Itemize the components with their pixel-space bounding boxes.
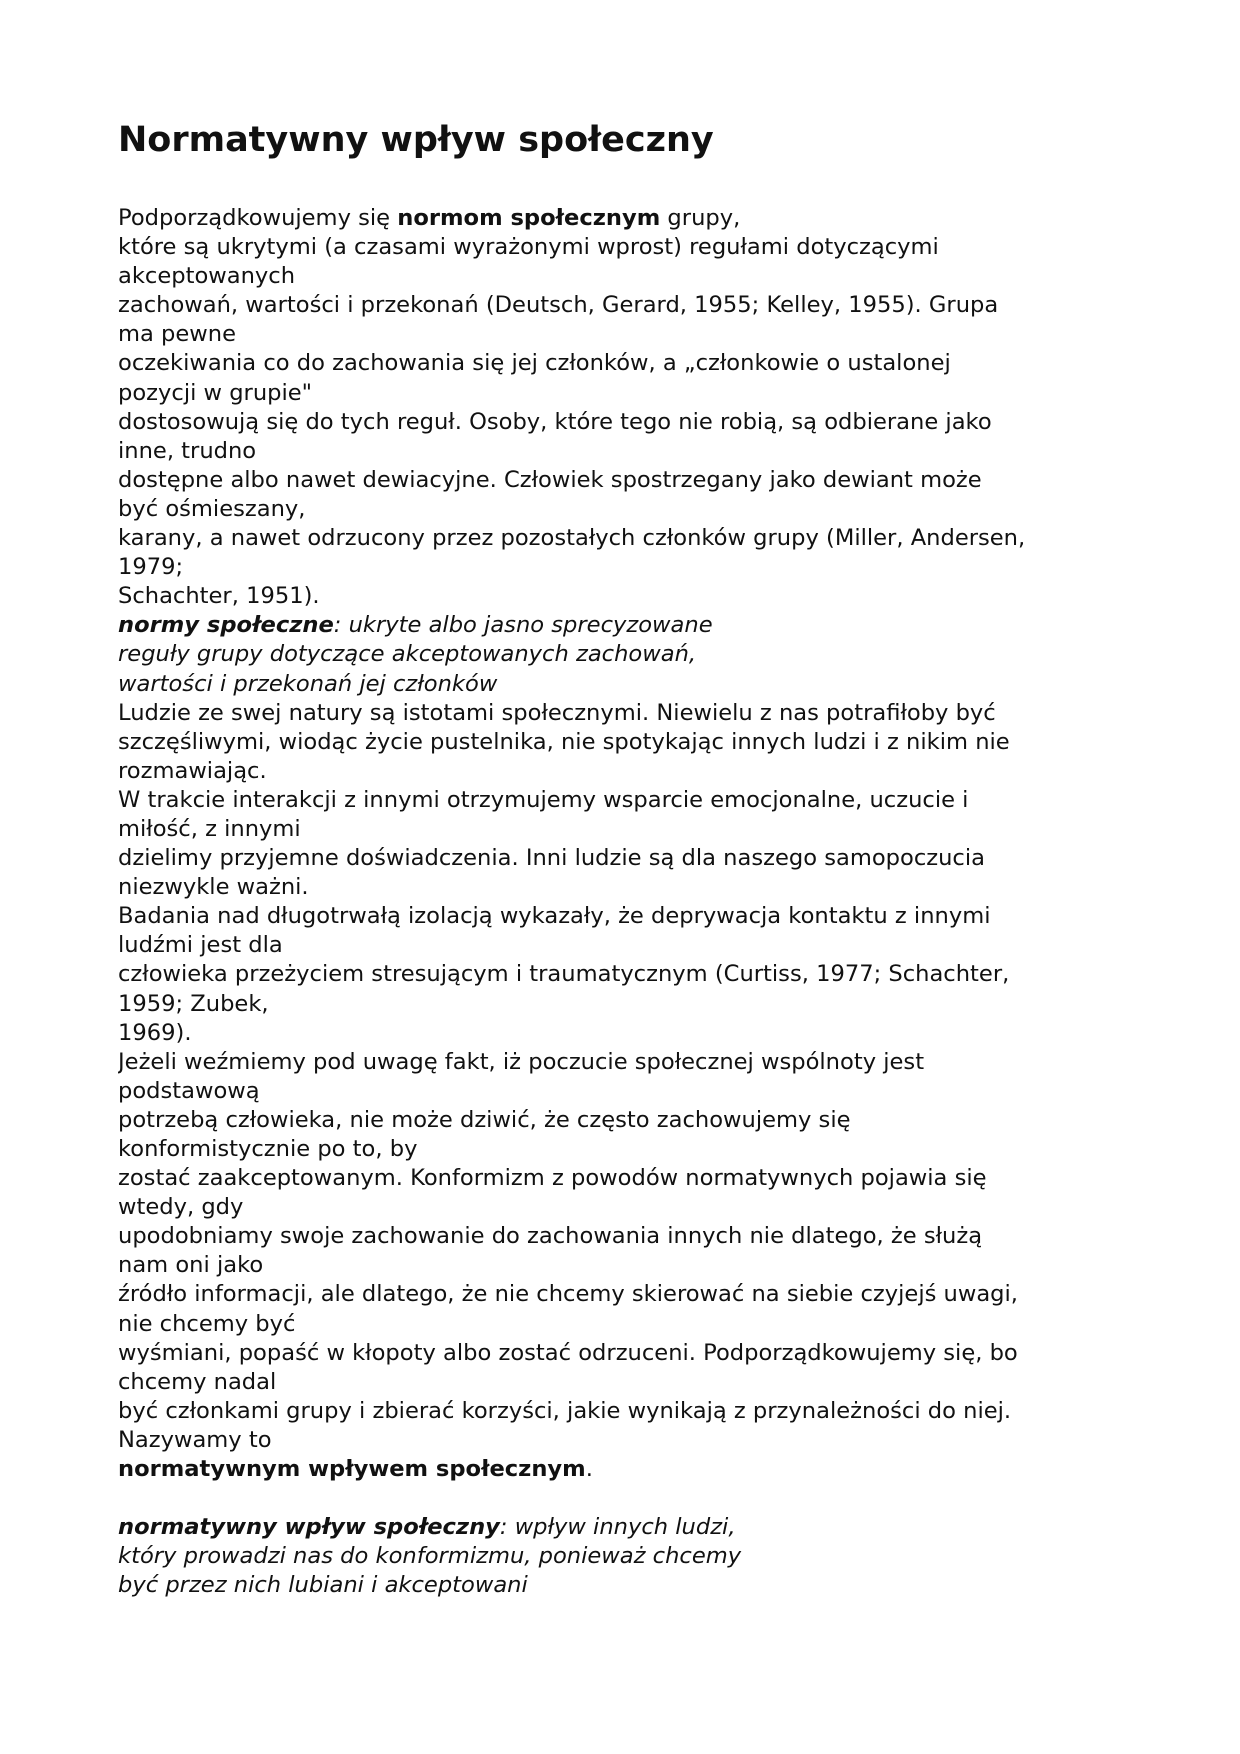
- text-line: podstawową: [118, 1077, 260, 1104]
- definition-line: być przez nich lubiani i akceptowani: [118, 1572, 528, 1599]
- text-line: 1969).: [118, 1019, 192, 1046]
- definition-line: wartości i przekonań jej członków: [118, 670, 498, 697]
- text-line: 1979;: [118, 554, 184, 581]
- definition-line: który prowadzi nas do konformizmu, ponieważ chcemy: [118, 1543, 742, 1570]
- text-line: nam oni jako: [118, 1252, 264, 1279]
- text-line: konformistycznie po to, by: [118, 1136, 418, 1162]
- text-line: dostępne albo nawet dewiacyjne. Człowiek spostrzegany jako dewiant może: [118, 466, 982, 493]
- definition-line: normatywny wpływ społeczny: wpływ innych ludzi,: [118, 1514, 736, 1541]
- text-line: dzielimy przyjemne doświadczenia. Inni ludzie są dla naszego samopoczucia: [118, 845, 985, 872]
- text-line: być ośmieszany,: [118, 495, 306, 522]
- text-line: upodobniamy swoje zachowanie do zachowania innych nie dlatego, że służą: [118, 1223, 983, 1250]
- text-line: Nazywamy to: [118, 1426, 272, 1453]
- text-line: karany, a nawet odrzucony przez pozostałych członków grupy (Miller, Andersen,: [118, 525, 1026, 552]
- text-line: zostać zaakceptowanym. Konformizm z powodów normatywnych pojawia się: [118, 1165, 987, 1192]
- text-line: źródło informacji, ale dlatego, że nie chcemy skierować na siebie czyjejś uwagi,: [118, 1281, 1018, 1308]
- text-line: Schachter, 1951).: [118, 583, 320, 610]
- definition-term: normatywny wpływ społeczny: [118, 1514, 500, 1541]
- document-body: [118, 204, 1128, 1601]
- text-line: pozycji w grupie": [118, 379, 313, 406]
- text-line: wtedy, gdy: [118, 1194, 244, 1221]
- text-line: szczęśliwymi, wiodąc życie pustelnika, nie spotykając innych ludzi i z nikim nie: [118, 728, 1010, 755]
- text-line: niezwykle ważni.: [118, 874, 309, 901]
- bold-term: normom społecznym: [397, 205, 661, 231]
- text-line: Podporządkowujemy się normom społecznym grupy,: [118, 205, 741, 231]
- text-line: potrzebą człowieka, nie może dziwić, że często zachowujemy się: [118, 1106, 851, 1133]
- text-line: ma pewne: [118, 321, 236, 348]
- text-line: normatywnym wpływem społecznym.: [118, 1456, 593, 1483]
- text-line: miłość, z innymi: [118, 815, 301, 842]
- paragraph-social-beings: [118, 699, 1128, 1485]
- text-line: W trakcie interakcji z innymi otrzymujemy wsparcie emocjonalne, uczucie i: [118, 786, 969, 813]
- text-line: Jeżeli weźmiemy pod uwagę fakt, iż poczucie społecznej wspólnoty jest: [118, 1048, 925, 1075]
- text-line: akceptowanych: [118, 263, 296, 290]
- text-line: ludźmi jest dla: [118, 932, 283, 959]
- text-line: Badania nad długotrwałą izolacją wykazały, że deprywacja kontaktu z innymi: [118, 903, 991, 930]
- paragraph-conformity-norms: [118, 204, 1128, 611]
- text-line: zachowań, wartości i przekonań (Deutsch, Gerard, 1955; Kelley, 1955). Grupa: [118, 292, 999, 319]
- definition-line: reguły grupy dotyczące akceptowanych zachowań,: [118, 641, 697, 668]
- document-title: Normatywny wpływ społeczny: [118, 120, 714, 160]
- definition-social-norms: [118, 611, 1128, 698]
- text-line: wyśmiani, popaść w kłopoty albo zostać odrzuceni. Podporządkowujemy się, bo: [118, 1339, 1018, 1366]
- text-line: inne, trudno: [118, 437, 257, 464]
- text-line: 1959; Zubek,: [118, 990, 269, 1017]
- text-line: oczekiwania co do zachowania się jej członków, a „członkowie o ustalonej: [118, 350, 951, 377]
- bold-term: normatywnym wpływem społecznym: [118, 1456, 586, 1483]
- definition-term: normy społeczne: [118, 612, 334, 639]
- text-line: które są ukrytymi (a czasami wyrażonymi wprost) regułami dotyczącymi: [118, 234, 939, 261]
- text-line: chcemy nadal: [118, 1368, 277, 1395]
- text-line: Ludzie ze swej natury są istotami społecznymi. Niewielu z nas potrafiłoby być: [118, 699, 996, 726]
- text-line: rozmawiając.: [118, 757, 267, 784]
- text-line: człowieka przeżyciem stresującym i traumatycznym (Curtiss, 1977; Schachter,: [118, 961, 1010, 988]
- paragraph-gap: [118, 1484, 1128, 1513]
- text-line: dostosowują się do tych reguł. Osoby, które tego nie robią, są odbierane jako: [118, 408, 992, 435]
- text-line: być członkami grupy i zbierać korzyści, jakie wynikają z przynależności do niej.: [118, 1397, 1012, 1424]
- text-line: nie chcemy być: [118, 1310, 296, 1337]
- definition-normative-influence: [118, 1513, 1128, 1600]
- definition-line: normy społeczne: ukryte albo jasno sprecyzowane: [118, 612, 713, 639]
